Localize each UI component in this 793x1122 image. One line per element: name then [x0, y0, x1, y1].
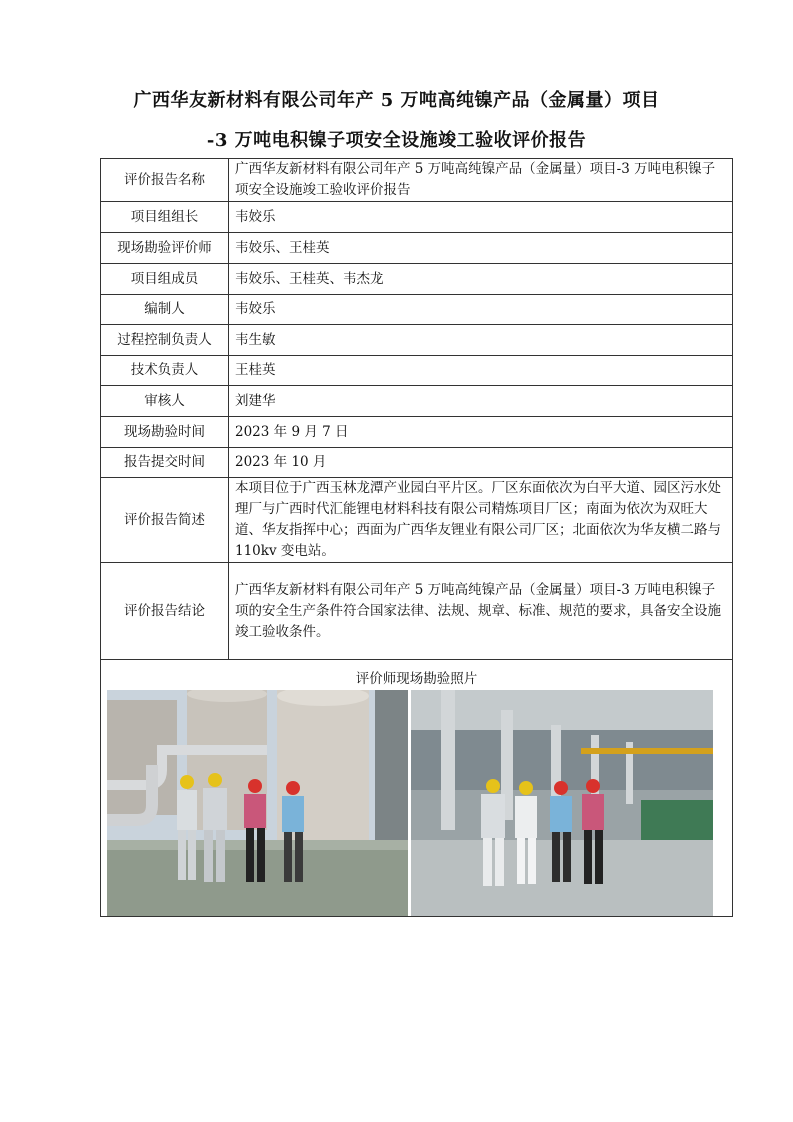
site-photo-workshop [411, 690, 713, 916]
table-row [101, 563, 733, 660]
photos-container [101, 688, 732, 916]
report-info-table [100, 158, 733, 917]
row-value: 王桂英 [229, 356, 733, 386]
report-title-line1: 广西华友新材料有限公司年产 5 万吨高纯镍产品（金属量）项目 [133, 90, 660, 111]
table-row [101, 386, 733, 417]
table-row [101, 159, 733, 202]
table-row [101, 478, 733, 563]
row-label: 现场勘验评价师 [101, 233, 229, 264]
site-photo-tanks [107, 690, 408, 916]
row-label: 评价报告结论 [101, 563, 229, 660]
row-label: 报告提交时间 [101, 448, 229, 478]
table-row [101, 202, 733, 233]
row-value: 刘建华 [229, 386, 733, 417]
row-label: 评价报告名称 [101, 159, 229, 202]
row-value: 广西华友新材料有限公司年产 5 万吨高纯镍产品（金属量）项目-3 万吨电积镍子项安全设施竣工验收评价报告 [229, 159, 733, 202]
row-label: 现场勘验时间 [101, 417, 229, 448]
row-value: 2023 年 10 月 [229, 448, 733, 478]
photos-row [101, 660, 733, 917]
row-value: 韦姣乐 [229, 295, 733, 325]
table-row [101, 233, 733, 264]
report-title-line2: -3 万吨电积镍子项安全设施竣工验收评价报告 [206, 130, 587, 151]
row-label: 审核人 [101, 386, 229, 417]
table-row [101, 417, 733, 448]
row-value: 2023 年 9 月 7 日 [229, 417, 733, 448]
table-row [101, 295, 733, 325]
row-label: 项目组成员 [101, 264, 229, 295]
row-label: 评价报告简述 [101, 478, 229, 563]
photos-cell [101, 660, 733, 917]
row-value: 韦姣乐 [229, 202, 733, 233]
row-value: 韦姣乐、王桂英 [229, 233, 733, 264]
row-value: 韦生敏 [229, 325, 733, 356]
row-label: 编制人 [101, 295, 229, 325]
table-row [101, 325, 733, 356]
row-label: 技术负责人 [101, 356, 229, 386]
row-value: 本项目位于广西玉林龙潭产业园白平片区。厂区东面依次为白平大道、园区污水处理厂与广西时代汇能锂电材料科技有限公司精炼项目厂区；南面为依次为双旺大道、华友指挥中心；西面为广西华友锂业有限公司厂区；北面依次为华友横二路与 110kv 变电站。 [229, 478, 733, 563]
table-row [101, 448, 733, 478]
row-label: 过程控制负责人 [101, 325, 229, 356]
row-value: 广西华友新材料有限公司年产 5 万吨高纯镍产品（金属量）项目-3 万吨电积镍子项的安全生产条件符合国家法律、法规、规章、标准、规范的要求，具备安全设施竣工验收条件。 [229, 563, 733, 660]
row-value: 韦姣乐、王桂英、韦杰龙 [229, 264, 733, 295]
table-row [101, 356, 733, 386]
row-label: 项目组组长 [101, 202, 229, 233]
table-row [101, 264, 733, 295]
photos-caption: 评价师现场勘验照片 [355, 671, 478, 687]
